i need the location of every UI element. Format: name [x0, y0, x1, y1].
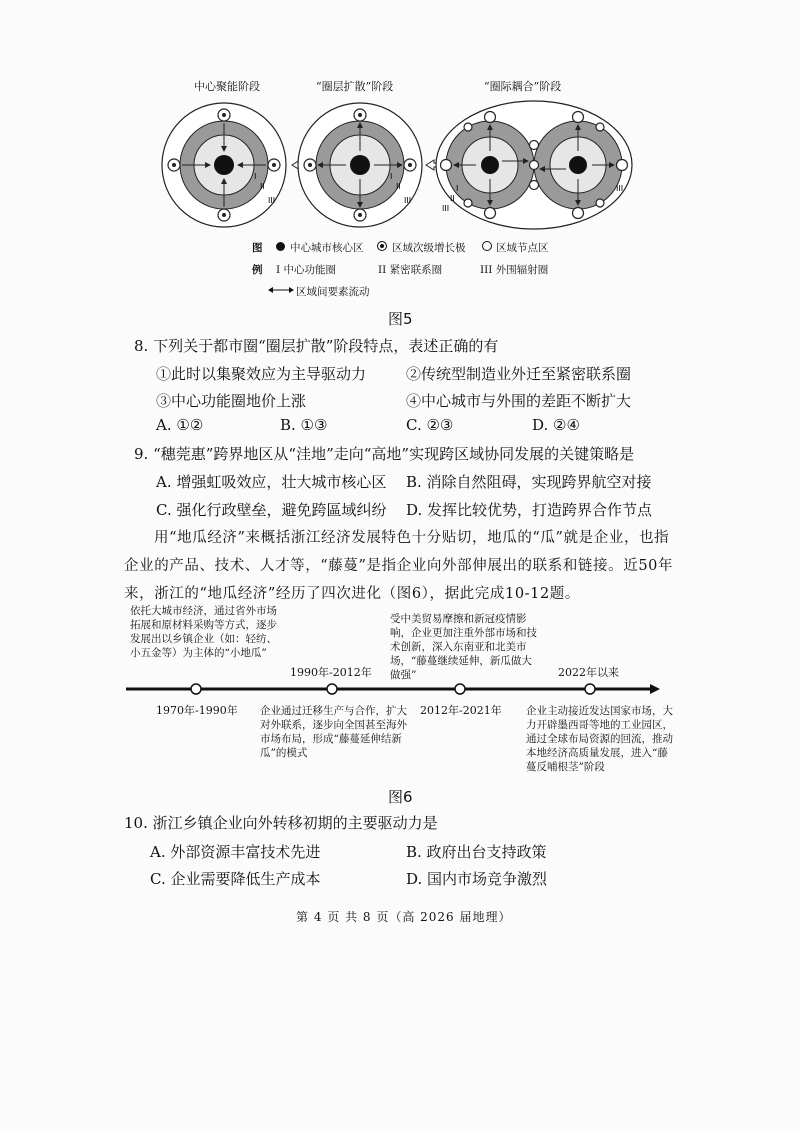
timeline-year-4: 2022年以来 — [558, 666, 619, 679]
q9-option-c[interactable]: C. 强化行政壁垒，避免跨區域纠纷 — [156, 501, 387, 519]
stage-label-2: “圈层扩散”阶段 — [316, 80, 394, 93]
page-footer: 第 4 页 共 8 页（高 2026 届地理） — [296, 910, 512, 924]
legend-flow: 区域间要素流动 — [296, 286, 370, 298]
q10-stem: 10. 浙江乡镇企业向外转移初期的主要驱动力是 — [124, 814, 438, 832]
svg-text:III: III — [442, 204, 450, 213]
timeline-marker-1 — [191, 684, 201, 694]
figure5-caption: 图5 — [388, 310, 413, 328]
ring-label-iii: III — [268, 196, 276, 205]
node-legend-icon — [482, 241, 492, 251]
legend-node: 区域节点区 — [496, 242, 549, 254]
stage2-diagram — [298, 103, 422, 227]
timeline-marker-3 — [455, 684, 465, 694]
timeline-year-1: 1970年-1990年 — [156, 704, 238, 717]
stage-label-1: 中心聚能阶段 — [194, 80, 260, 93]
q8-option-a[interactable]: A. ①② — [156, 416, 204, 434]
legend-core: 中心城市核心区 — [290, 242, 364, 254]
legend-ring2: II 紧密联系圈 — [378, 264, 443, 276]
growth-pole-legend-icon — [377, 241, 387, 251]
q10-option-a[interactable]: A. 外部资源丰富技术先进 — [150, 843, 321, 861]
q10-option-d[interactable]: D. 国内市场竞争激烈 — [406, 870, 548, 888]
figure5-diagram — [150, 95, 650, 240]
q10-option-c[interactable]: C. 企业需要降低生产成本 — [150, 870, 321, 888]
svg-text:I: I — [456, 184, 459, 193]
legend-ring1: I 中心功能圈 — [276, 264, 336, 276]
q10-option-b[interactable]: B. 政府出台支持政策 — [406, 843, 547, 861]
svg-text:III: III — [404, 196, 412, 205]
timeline-text-2: 企业通过迁移生产与合作，扩大对外联系，逐步向全国甚至海外市场布局，形成“藤蔓延伸结新瓜”的模式 — [260, 705, 407, 759]
timeline-text-1: 依托大城市经济，通过省外市场拓展和原材料采购等方式，逐步发展出以乡镇企业（如：轻纺、小五金等）为主体的“小地瓜” — [130, 605, 277, 659]
q9-option-d[interactable]: D. 发挥比较优势，打造跨界合作节点 — [406, 501, 653, 519]
timeline-axis — [126, 680, 660, 700]
timeline-marker-2 — [327, 684, 337, 694]
svg-text:I: I — [390, 172, 393, 181]
svg-text:III: III — [616, 184, 624, 193]
q8-option-b[interactable]: B. ①③ — [280, 416, 328, 434]
stage1-diagram — [162, 103, 286, 227]
timeline-marker-4 — [585, 684, 595, 694]
timeline-text-4: 企业主动接近发达国家市场，大力开辟墨西哥等地的工业园区，通过全球布局资源的回流，推动本地经济高质量发展，进入“藤蔓反哺根茎”阶段 — [526, 705, 673, 773]
timeline-year-2: 1990年-2012年 — [290, 666, 372, 679]
timeline-year-3: 2012年-2021年 — [420, 704, 502, 717]
svg-text:II: II — [396, 182, 401, 191]
q8-option-c[interactable]: C. ②③ — [406, 416, 454, 434]
q8-statement-2: ②传统型制造业外迁至紧密联系圈 — [406, 365, 632, 383]
ring-label-ii: II — [260, 182, 265, 191]
core-legend-icon — [276, 242, 285, 251]
svg-text:II: II — [450, 194, 455, 203]
q8-statement-3: ③中心功能圈地价上涨 — [156, 392, 307, 410]
flow-legend-icon — [268, 285, 294, 295]
legend-ring3: III 外围辐射圈 — [480, 264, 549, 276]
intro-paragraph: 用“地瓜经济”来概括浙江经济发展特色十分贴切，地瓜的“瓜”就是企业，也指企业的产品、技术、人才等，“藤蔓”是指企业向外部伸展出的联系和链接。近50年来，浙江的“地瓜经济”经历了四次进化（图6），据此完成10-12题。 — [124, 530, 674, 602]
q9-option-b[interactable]: B. 消除自然阻碍，实现跨界航空对接 — [406, 473, 652, 491]
timeline-text-3: 受中美贸易摩擦和新冠疫情影响，企业更加注重外部市场和技术创新，深入东南亚和北美市场，“藤蔓继续延伸，新瓜做大做强” — [390, 613, 537, 681]
legend-growth-pole: 区域次级增长极 — [392, 242, 466, 254]
figure6-caption: 图6 — [388, 788, 413, 806]
core-dot-1 — [214, 155, 234, 175]
legend-title-2: 例 — [252, 264, 263, 276]
stage-label-3: “圈际耦合”阶段 — [484, 80, 562, 93]
stage3-diagram — [436, 101, 632, 229]
legend-title-1: 图 — [252, 242, 263, 254]
q9-stem: 9. “穗莞惠”跨界地区从“洼地”走向“高地”实现跨区域协同发展的关键策略是 — [134, 445, 635, 463]
q8-statement-4: ④中心城市与外围的差距不断扩大 — [406, 392, 632, 410]
ring-label-i: I — [254, 172, 257, 181]
q8-stem: 8. 下列关于都市圈“圈层扩散”阶段特点，表述正确的有 — [134, 337, 499, 355]
q8-statement-1: ①此时以集聚效应为主导驱动力 — [156, 365, 367, 383]
q9-option-a[interactable]: A. 增强虹吸效应，壮大城市核心区 — [156, 473, 387, 491]
q8-option-d[interactable]: D. ②④ — [532, 416, 580, 434]
